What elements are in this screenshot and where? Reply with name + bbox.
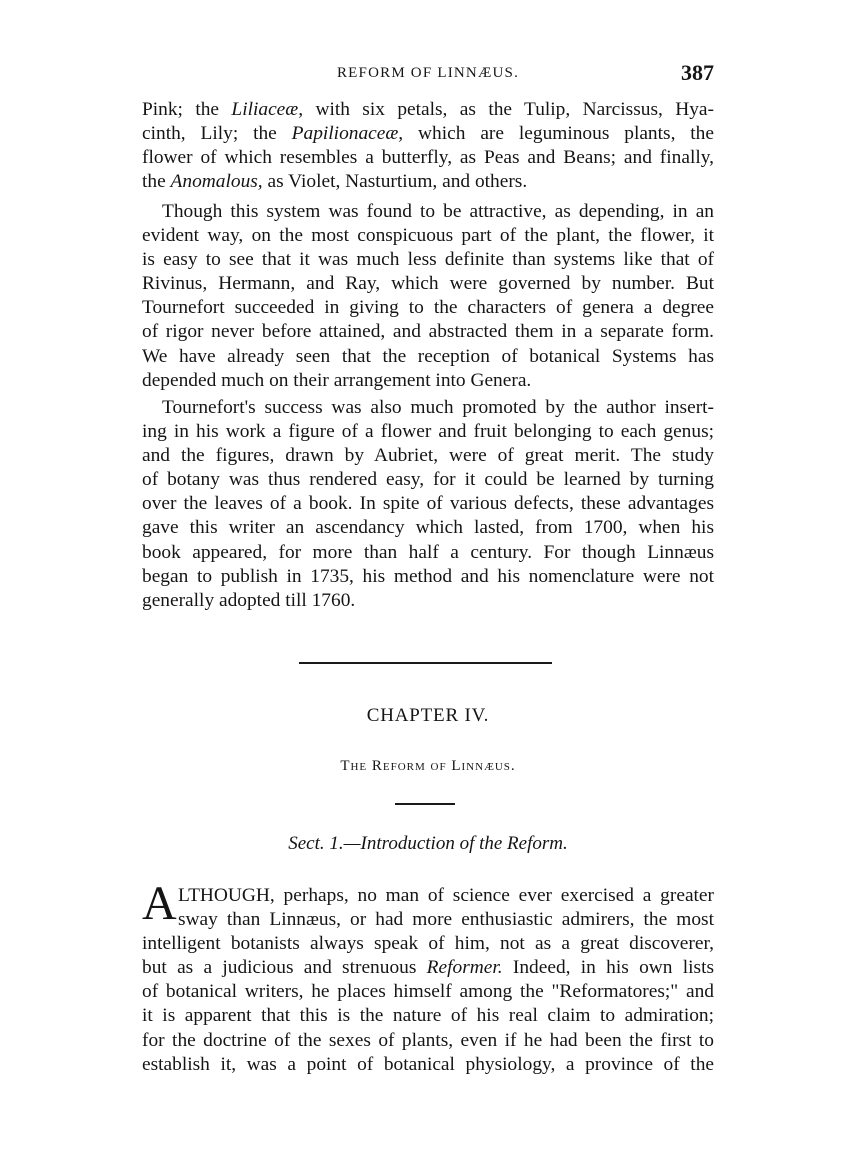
paragraph-4	[142, 884, 714, 1077]
text-line: LTHOUGH, perhaps, no man of science ever exercised a greater	[178, 885, 714, 906]
text-run: with six petals, as the Tulip, Narcissus, Hya-	[303, 99, 714, 120]
text-line: depended much on their arrangement into Genera.	[142, 369, 532, 391]
text-line: and the figures, drawn by Aubriet, were of great merit. The study	[142, 445, 714, 467]
paragraph-3	[142, 396, 714, 613]
text-line: of botanical writers, he places himself among the "Reformatores;" and	[142, 981, 714, 1003]
text-line: sway than Linnæus, or had more enthusiastic admirers, the most	[178, 909, 714, 931]
italic-term: Liliaceæ,	[231, 99, 304, 120]
text-line	[142, 122, 714, 146]
running-head	[142, 60, 714, 88]
text-line: flower of which resembles a butterfly, as Peas and Beans; and finally,	[142, 147, 714, 169]
short-divider	[395, 803, 455, 805]
text-line: began to publish in 1735, his method and his nomenclature were not	[142, 565, 714, 587]
text-line: is easy to see that it was much less definite than systems like that of	[142, 249, 714, 271]
text-line: of botany was thus rendered easy, for it could be learned by turning	[142, 469, 714, 491]
chapter-heading: CHAPTER IV.	[366, 705, 490, 726]
chapter-subtitle: The Reform of Linnæus.	[340, 758, 516, 774]
text-line: for the doctrine of the sexes of plants, even if he had been the first to	[142, 1029, 714, 1051]
section-heading	[142, 833, 714, 855]
text-line: gave this writer an ascendancy which lasted, from 1700, when his	[142, 517, 714, 539]
text-run: Pink; the	[142, 99, 232, 120]
text-line: Rivinus, Hermann, and Ray, which were governed by number. But	[142, 273, 714, 295]
paragraph-1	[142, 98, 714, 194]
section-title: Introduction of the Reform.	[360, 833, 568, 854]
text-line: intelligent botanists always speak of him, not as a great discoverer,	[142, 933, 714, 955]
text-run: the	[142, 171, 171, 193]
text-line: ing in his work a figure of a flower and fruit belonging to each genus;	[142, 421, 714, 443]
text-line: of rigor never before attained, and abstracted them in a separate form.	[142, 321, 714, 343]
text-run: Indeed, in his own lists	[502, 957, 714, 979]
text-line: Tournefort succeeded in giving to the characters of genera a degree	[142, 297, 714, 319]
text-line: establish it, was a point of botanical physiology, a province of the	[142, 1053, 714, 1075]
text-line: Though this system was found to be attractive, as depending, in an	[162, 201, 714, 222]
text-line	[142, 956, 714, 980]
drop-cap: A	[142, 877, 177, 930]
text-line: We have already seen that the reception of botanical Systems has	[142, 345, 714, 367]
section-divider	[299, 662, 552, 664]
text-line: book appeared, for more than half a century. For though Linnæus	[142, 541, 714, 563]
text-run: which are leguminous plants, the	[403, 123, 714, 145]
paragraph-2	[142, 200, 714, 393]
italic-term: Papilionaceæ,	[291, 123, 404, 145]
text-line: evident way, on the most conspicuous part of the plant, the flower, it	[142, 225, 714, 247]
text-run: as Violet, Nasturtium, and others.	[262, 171, 528, 193]
page-number: 387	[681, 60, 714, 85]
text-line: it is apparent that this is the nature of his real claim to admiration;	[142, 1005, 714, 1027]
section-number: Sect. 1.—	[288, 833, 361, 854]
text-line: over the leaves of a book. In spite of various defects, these advantages	[142, 493, 714, 515]
text-run: but as a judicious and strenuous	[142, 957, 427, 979]
text-line: generally adopted till 1760.	[142, 589, 356, 611]
text-line: Tournefort's success was also much promoted by the author insert-	[162, 397, 714, 418]
italic-term: Reformer.	[426, 957, 503, 979]
running-title: REFORM OF LINNÆUS.	[336, 65, 520, 81]
text-run: cinth, Lily; the	[142, 123, 292, 145]
italic-term: Anomalous,	[170, 171, 263, 193]
text-line	[142, 98, 714, 122]
text-line	[142, 170, 714, 194]
